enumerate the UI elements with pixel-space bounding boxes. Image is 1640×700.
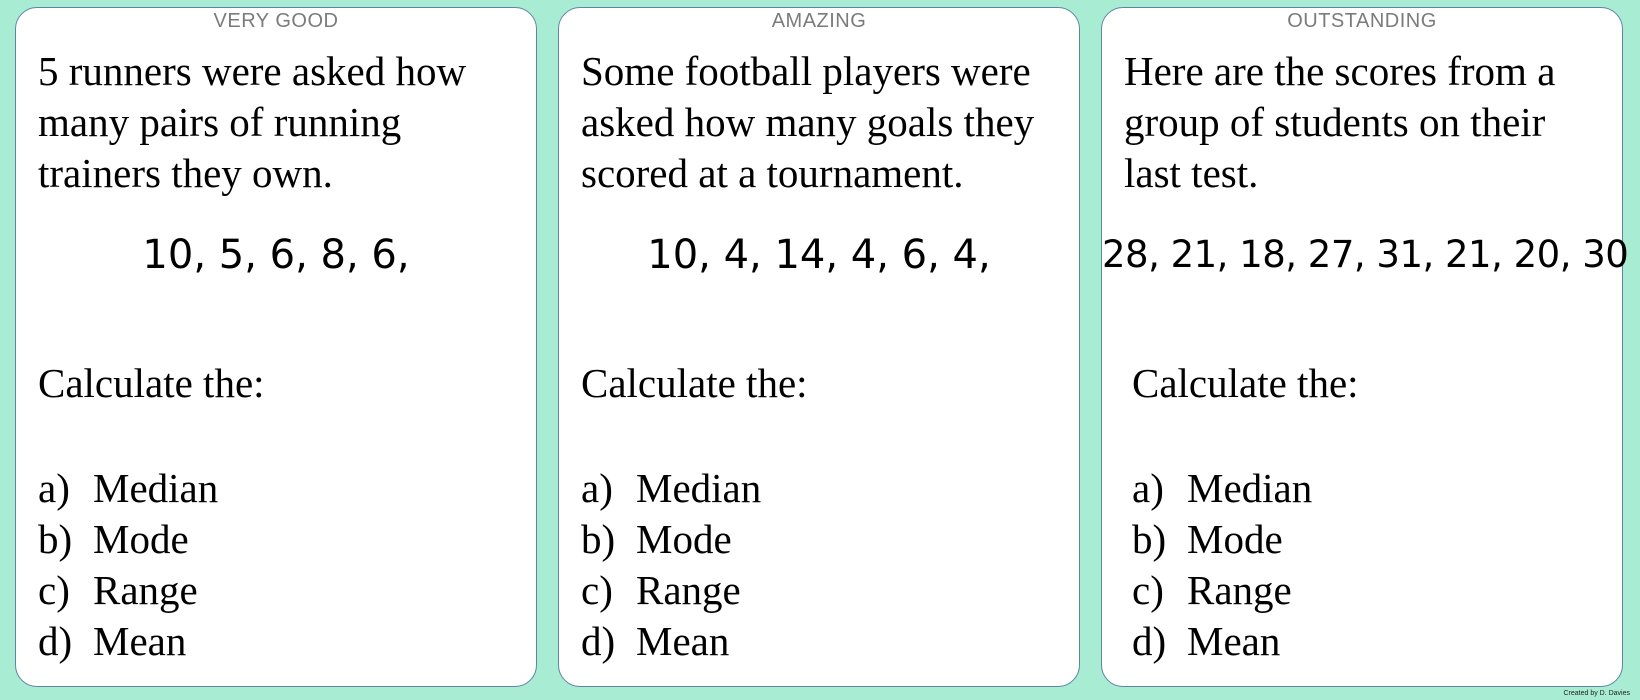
task-letter: d) xyxy=(1132,618,1167,664)
task-label: Mode xyxy=(93,516,189,562)
task-letter: a) xyxy=(1132,465,1164,511)
data-set: 10, 5, 6, 8, 6, xyxy=(142,232,410,278)
question-text: Some football players were asked how many goals they scored at a tournament. xyxy=(581,48,1035,196)
task-letter: a) xyxy=(581,465,613,511)
task-item-range xyxy=(38,565,218,616)
task-item-mode xyxy=(38,514,218,565)
data-set: 28, 21, 18, 27, 31, 21, 20, 30 xyxy=(1102,233,1629,276)
task-item-range xyxy=(1132,565,1312,616)
task-letter: c) xyxy=(581,567,613,613)
author-credit: Created by D. Davies xyxy=(1563,690,1630,697)
task-letter: d) xyxy=(38,618,73,664)
task-letter: c) xyxy=(1132,567,1164,613)
task-list xyxy=(38,463,218,667)
task-item-median xyxy=(38,463,218,514)
task-label: Range xyxy=(93,567,198,613)
task-item-median xyxy=(1132,463,1312,514)
task-item-median xyxy=(581,463,761,514)
calculate-instruction: Calculate the: xyxy=(581,360,808,406)
difficulty-label: AMAZING xyxy=(771,10,867,32)
task-label: Mode xyxy=(1187,516,1283,562)
task-label: Median xyxy=(1187,465,1313,511)
question-card-outstanding xyxy=(1101,7,1629,687)
task-item-mean xyxy=(1132,616,1312,667)
calculate-instruction: Calculate the: xyxy=(38,360,265,406)
task-label: Mean xyxy=(636,618,730,664)
task-letter: c) xyxy=(38,567,70,613)
question-text: Here are the scores from a group of students on their last test. xyxy=(1124,48,1556,196)
difficulty-label: VERY GOOD xyxy=(213,10,339,32)
task-list xyxy=(1132,463,1312,667)
task-label: Range xyxy=(636,567,741,613)
task-list xyxy=(581,463,761,667)
calculate-instruction: Calculate the: xyxy=(1132,360,1359,406)
difficulty-label: OUTSTANDING xyxy=(1287,10,1437,32)
task-label: Mean xyxy=(93,618,187,664)
task-item-mean xyxy=(581,616,761,667)
question-card-very-good xyxy=(15,7,537,687)
task-item-mode xyxy=(581,514,761,565)
task-letter: b) xyxy=(1132,516,1167,562)
task-label: Mean xyxy=(1187,618,1281,664)
task-label: Median xyxy=(636,465,762,511)
task-label: Range xyxy=(1187,567,1292,613)
task-item-mode xyxy=(1132,514,1312,565)
task-item-range xyxy=(581,565,761,616)
question-card-amazing xyxy=(558,7,1080,687)
task-item-mean xyxy=(38,616,218,667)
task-letter: b) xyxy=(581,516,616,562)
task-letter: d) xyxy=(581,618,616,664)
question-text: 5 runners were asked how many pairs of running trainers they own. xyxy=(38,48,467,196)
task-label: Median xyxy=(93,465,219,511)
task-letter: a) xyxy=(38,465,70,511)
task-label: Mode xyxy=(636,516,732,562)
task-letter: b) xyxy=(38,516,73,562)
data-set: 10, 4, 14, 4, 6, 4, xyxy=(647,232,991,278)
